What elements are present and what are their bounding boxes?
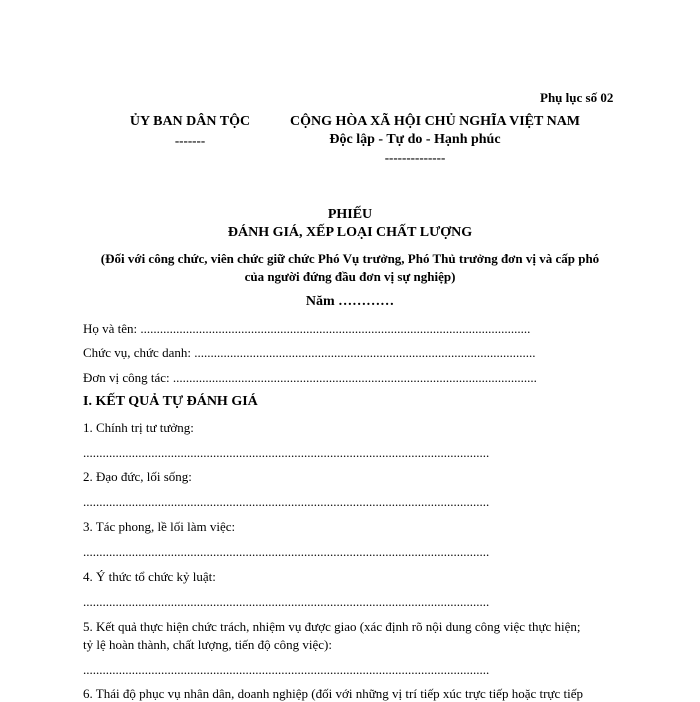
appendix-label: Phụ lục số 02 [540,90,614,105]
form-title: PHIẾU [327,207,373,222]
field-unit: Đơn vị công tác: ................................................................................................................ [83,370,537,385]
form-scope-line1: (Đối với công chức, viên chức giữ chức Phó Vụ trưởng, Phó Thủ trưởng đơn vị và cấp phó [100,251,600,266]
motto-underline: -------------- [384,150,446,165]
field-name: Họ và tên: ........................................................................................................................ [83,321,531,336]
answer-line: ............................................................................................................................. [83,594,490,609]
form-year: Năm ………… [305,294,395,309]
state-motto: Độc lập - Tự do - Hạnh phúc [329,132,501,147]
answer-line: ............................................................................................................................. [83,494,490,509]
answer-line: ............................................................................................................................. [83,445,490,460]
form-scope-line2: của người đứng đầu đơn vị sự nghiệp) [244,269,456,284]
form-subject: ĐÁNH GIÁ, XẾP LOẠI CHẤT LƯỢNG [227,225,473,240]
criterion-results-cont: tỷ lệ hoàn thành, chất lượng, tiến độ công việc): [83,637,332,652]
criterion-work-style: 3. Tác phong, lề lối làm việc: [83,519,236,534]
state-title: CỘNG HÒA XÃ HỘI CHỦ NGHĨA VIỆT NAM [290,114,581,129]
criterion-political: 1. Chính trị tư tưởng: [83,420,194,435]
criterion-service-attitude: 6. Thái độ phục vụ nhân dân, doanh nghiệp (đối với những vị trí tiếp xúc trực tiếp hoặc trực tiếp [83,686,583,701]
criterion-ethics: 2. Đạo đức, lối sống: [83,469,192,484]
agency-underline: ------- [174,133,206,148]
answer-line: ............................................................................................................................. [83,662,490,677]
criterion-discipline: 4. Ý thức tổ chức kỷ luật: [83,569,216,584]
answer-line: ............................................................................................................................. [83,544,490,559]
section-heading: I. KẾT QUẢ TỰ ĐÁNH GIÁ [83,394,258,409]
issuing-agency: ỦY BAN DÂN TỘC [129,114,251,129]
criterion-results: 5. Kết quả thực hiện chức trách, nhiệm vụ được giao (xác định rõ nội dung công việc thực hiện; [83,619,581,634]
field-position: Chức vụ, chức danh: ......................................................................................................... [83,345,536,360]
